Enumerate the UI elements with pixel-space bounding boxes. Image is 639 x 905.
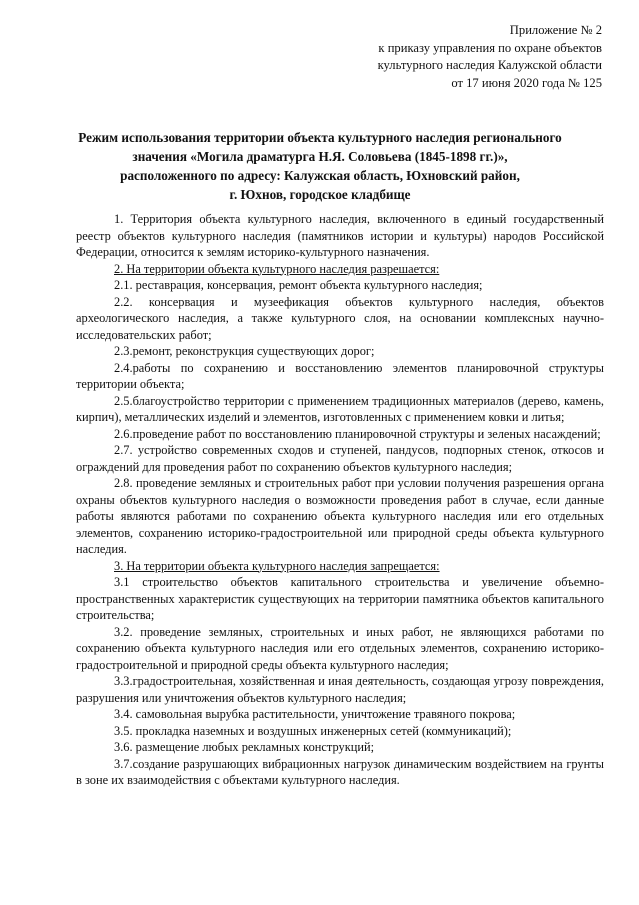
annex-number: Приложение № 2 — [509, 23, 602, 37]
paragraph-3-4: 3.4. самовольная вырубка растительности, уничтожение травяного покрова; — [114, 707, 516, 721]
paragraph-2-7: 2.7. устройство современных сходов и ступеней, пандусов, подпорных стенок, откосов и ограждений для проведения работ по сохранению объектов культурного наследия; — [76, 443, 604, 474]
title-line-1: Режим использования территории объекта культурного наследия регионального — [78, 130, 562, 145]
paragraph-2-3: 2.3.ремонт, реконструкция существующих дорог; — [114, 344, 375, 358]
paragraph-3-6: 3.6. размещение любых рекламных конструкций; — [114, 740, 375, 754]
paragraph-2-6: 2.6.проведение работ по восстановлению планировочной структуры и зеленых насаждений; — [114, 426, 601, 441]
annex-header — [378, 22, 602, 92]
paragraph-2-4: 2.4.работы по сохранению и восстановлению элементов планировочной структуры территории объекта; — [76, 360, 604, 391]
title-line-2: значения «Могила драматурга Н.Я. Соловьева (1845-1898 гг.)», — [132, 149, 508, 164]
paragraph-3-5: 3.5. прокладка наземных и воздушных инженерных сетей (коммуникаций); — [114, 723, 512, 738]
document-body — [76, 211, 604, 789]
annex-authority-line: культурного наследия Калужской области — [377, 58, 602, 72]
paragraph-3-1: 3.1 строительство объектов капитального строительства и увеличение объемно-пространственных характеристик существующих на территории памятника объектов капитального строительства; — [76, 575, 604, 622]
paragraph-2-2: 2.2. консервация и музеефикация объектов культурного наследия, объектов археологического наследия, а также культурного слоя, на основании комплексных научно-исследовательских работ; — [76, 294, 604, 342]
paragraph-3-7: 3.7.создание разрушающих вибрационных нагрузок динамическим воздействием на грунты в зоне их взаимодействия с объектами культурного наследия. — [76, 756, 604, 787]
paragraph-3-2: 3.2. проведение земляных, строительных и иных работ, не являющихся работами по сохранению объекта культурного наследия или его отдельных элементов, сохранению историко-градостроительной и природной среды объекта культурного наследия; — [76, 624, 604, 672]
paragraph-2-1: 2.1. реставрация, консервация, ремонт объекта культурного наследия; — [114, 278, 483, 292]
paragraph-2-5: 2.5.благоустройство территории с применением традиционных материалов (дерево, камень, кирпич), металлических изделий и элементов, изготовленных с применением ковки и литья; — [76, 393, 604, 424]
section-heading-prohibited: 3. На территории объекта культурного наследия запрещается: — [114, 558, 440, 573]
paragraph-2-8: 2.8. проведение земляных и строительных работ при условии получения разрешения органа охраны объектов культурного наследия о возможности проведения работ в случае, если данные работы являются работами по сохранению объекта культурного наследия или его отдельных элементов, сохранению историко-градостроительной или природной среды объекта культурного наследия. — [76, 476, 604, 556]
paragraph-1: 1. Территория объекта культурного наследия, включенного в единый государственный реестр объектов культурного наследия (памятников истории и культуры) народов Российской Федерации, относится к землям историко-культурного назначения. — [76, 212, 604, 259]
section-heading-allowed: 2. На территории объекта культурного наследия разрешается: — [114, 261, 440, 276]
title-line-4: г. Юхнов, городское кладбище — [229, 187, 411, 202]
title-line-3: расположенного по адресу: Калужская область, Юхновский район, — [120, 168, 520, 183]
annex-date-line: от 17 июня 2020 года № 125 — [451, 75, 602, 90]
document-title — [60, 128, 580, 204]
annex-order-line: к приказу управления по охране объектов — [378, 40, 602, 55]
paragraph-3-3: 3.3.градостроительная, хозяйственная и иная деятельность, создающая угрозу повреждения, разрушения или уничтожения объектов культурного наследия; — [76, 674, 604, 705]
